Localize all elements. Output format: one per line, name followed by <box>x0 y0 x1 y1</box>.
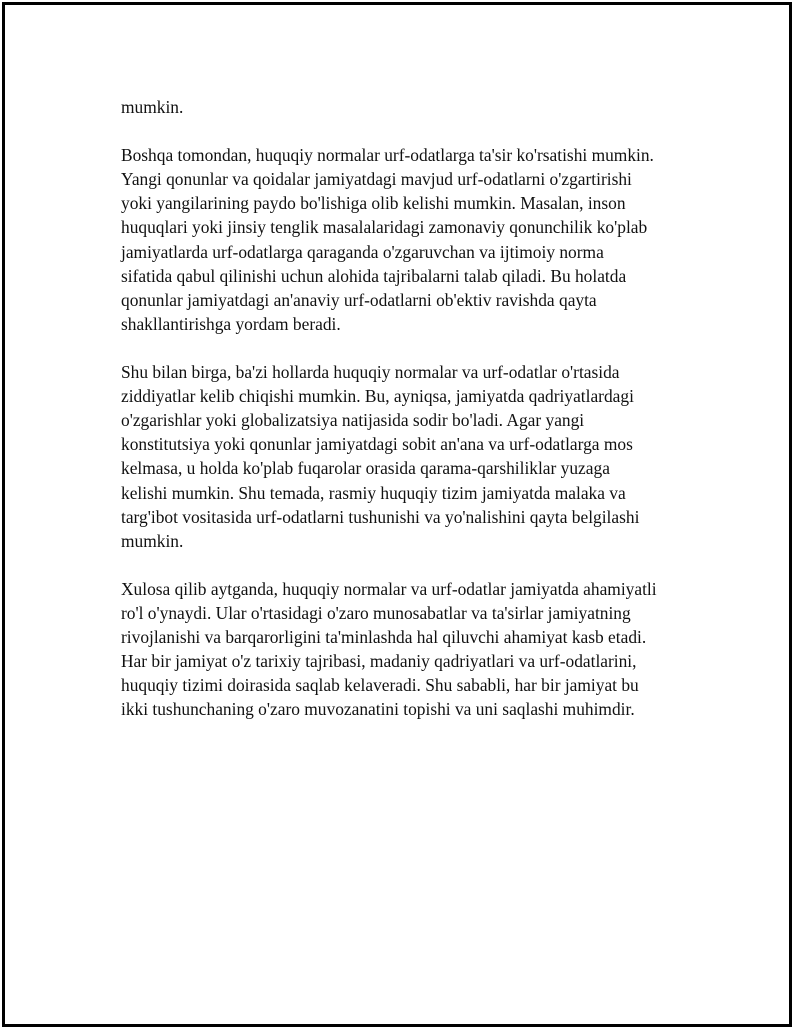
document-page <box>2 2 792 1027</box>
paragraph-conclusion: Xulosa qilib aytganda, huquqiy normalar va urf-odatlar jamiyatda ahamiyatli ro'l o'ynaydi. Ular o'rtasidagi o'zaro munosabatlar va ta'sirlar jamiyatning rivojlanishi va barqarorligini ta'minlashda hal qiluvchi ahamiyat kasb etadi. Har bir jamiyat o'z tarixiy tajribasi, madaniy qadriyatlari va urf-odatlarini, huquqiy tizimi doirasida saqlab kelaveradi. Shu sababli, har bir jamiyat bu ikki tushunchaning o'zaro muvozanatini topishi va uni saqlashi muhimdir. <box>121 578 657 720</box>
document-body <box>121 95 701 746</box>
paragraph-legal-norms-influence: Boshqa tomondan, huquqiy normalar urf-odatlarga ta'sir ko'rsatishi mumkin. Yangi qonunlar va qoidalar jamiyatdagi mavjud urf-odatlarni o'zgartirishi yoki yangilarining paydo bo'lishiga olib kelishi mumkin. Masalan, inson huquqlari yoki jinsiy tenglik masalalaridagi zamonaviy qonunchilik ko'plab jamiyatlarda urf-odatlarga qaraganda o'zgaruvchan va ijtimoiy norma sifatida qabul qilinishi uchun alohida tajribalarni talab qiladi. Bu holatda qonunlar jamiyatdagi an'anaviy urf-odatlarni ob'ektiv ravishda qayta shakllantirishga yordam beradi. <box>121 145 654 334</box>
paragraph-continuation: mumkin. <box>121 97 184 117</box>
paragraph-conflicts: Shu bilan birga, ba'zi hollarda huquqiy normalar va urf-odatlar o'rtasida ziddiyatlar kelib chiqishi mumkin. Bu, ayniqsa, jamiyatda qadriyatlardagi o'zgarishlar yoki globalizatsiya natijasida sodir bo'ladi. Agar yangi konstitutsiya yoki qonunlar jamiyatdagi sobit an'ana va urf-odatlarga mos kelmasa, u holda ko'plab fuqarolar orasida qarama-qarshiliklar yuzaga kelishi mumkin. Shu temada, rasmiy huquqiy tizim jamiyatda malaka va targ'ibot vositasida urf-odatlarni tushunishi va yo'nalishini qayta belgilashi mumkin. <box>121 362 640 551</box>
